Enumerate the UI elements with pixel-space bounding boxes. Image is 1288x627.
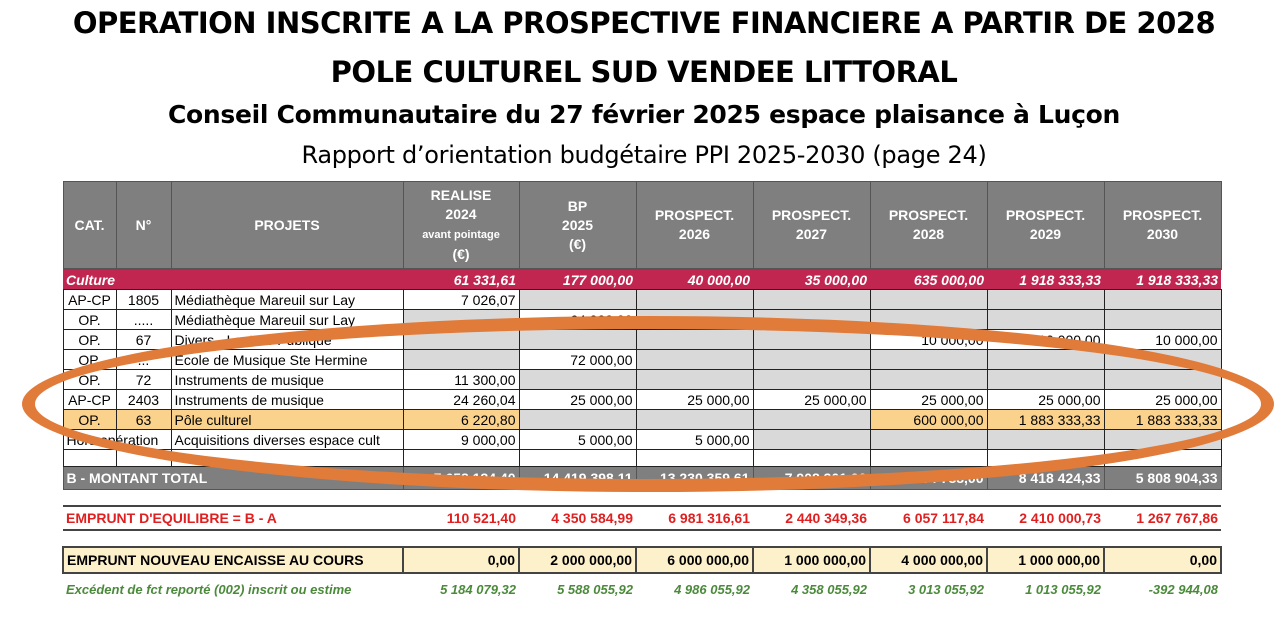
emprunt-nouveau-value: 0,00 xyxy=(403,547,519,573)
row-value xyxy=(753,350,870,370)
row-value: 25 000,00 xyxy=(1104,390,1221,410)
row-cat: OP. xyxy=(63,410,116,430)
emprunt-nouveau-value: 2 000 000,00 xyxy=(519,547,636,573)
header-realise-line3: avant pointage xyxy=(422,229,500,241)
total-value: 14 419 398,11 xyxy=(519,467,636,490)
row-value xyxy=(1104,310,1221,330)
row-value xyxy=(636,350,753,370)
row-value xyxy=(403,350,519,370)
row-value: 5 000,00 xyxy=(519,430,636,450)
row-projet: Acquisitions diverses espace cult xyxy=(171,430,403,450)
row-num: 1805 xyxy=(116,290,171,310)
row-value xyxy=(870,310,987,330)
excedent-value: 5 184 079,32 xyxy=(440,581,516,597)
emprunt-equilibre-label: EMPRUNT D'EQUILIBRE = B - A xyxy=(63,506,403,530)
row-value: 72 000,00 xyxy=(519,350,636,370)
row-projet: Médiathèque Mareuil sur Lay xyxy=(171,290,403,310)
culture-value: 61 331,61 xyxy=(403,269,519,290)
row-projet: Instruments de musique xyxy=(171,370,403,390)
row-cat: OP. xyxy=(63,370,116,390)
header-prospect-2029 xyxy=(987,182,1104,270)
row-num: 2403 xyxy=(116,390,171,410)
row-cat: Hors opération xyxy=(63,430,116,450)
emprunt-equilibre-value: 6 981 316,61 xyxy=(636,506,753,530)
row-cat: OP. xyxy=(63,350,116,370)
row-value: 10 000,00 xyxy=(870,330,987,350)
row-value xyxy=(870,290,987,310)
total-value: 11 954 788,00 xyxy=(870,467,987,490)
header-bp-line1: BP xyxy=(567,197,588,214)
header-prospect-label: PROSPECT. xyxy=(1005,207,1086,223)
row-value xyxy=(1104,370,1221,390)
culture-value: 1 918 333,33 xyxy=(987,269,1104,290)
row-value: 25 000,00 xyxy=(519,390,636,410)
row-value: 10 000,00 xyxy=(987,330,1104,350)
header-prospect-year: 2028 xyxy=(912,226,945,242)
header-prospect-2028 xyxy=(870,182,987,270)
total-value: 8 418 424,33 xyxy=(987,467,1104,490)
row-value: 24 260,04 xyxy=(403,390,519,410)
table-row xyxy=(63,430,1221,450)
header-num: N° xyxy=(116,182,171,270)
row-value: 10 000,00 xyxy=(1104,330,1221,350)
row-projet: Instruments de musique xyxy=(171,390,403,410)
row-value xyxy=(519,330,636,350)
excedent-label: Excédent de fct reporté (002) inscrit ou estime xyxy=(66,581,352,597)
header-prospect-year: 2027 xyxy=(795,226,828,242)
emprunt-nouveau-value: 6 000 000,00 xyxy=(636,547,753,573)
emprunt-equilibre-value: 2 410 000,73 xyxy=(987,506,1104,530)
excedent-value: 4 358 055,92 xyxy=(791,581,867,597)
header-bp-line2: 2025 xyxy=(561,216,594,233)
header-prospect-2026 xyxy=(636,182,753,270)
emprunt-nouveau-row xyxy=(63,547,1221,573)
row-value: 1 883 333,33 xyxy=(987,410,1104,430)
excedent-value: -392 944,08 xyxy=(1148,581,1218,597)
row-value xyxy=(636,310,753,330)
emprunt-nouveau-value: 1 000 000,00 xyxy=(987,547,1104,573)
culture-value: 35 000,00 xyxy=(753,269,870,290)
culture-label: Culture xyxy=(63,269,403,290)
header-prospect-year: 2026 xyxy=(678,226,711,242)
row-projet: Médiathèque Mareuil sur Lay xyxy=(171,310,403,330)
culture-value: 635 000,00 xyxy=(870,269,987,290)
row-value xyxy=(403,310,519,330)
row-projet: Divers - Lecture Publique xyxy=(171,330,403,350)
emprunt-equilibre-value: 2 440 349,36 xyxy=(753,506,870,530)
row-value: 600 000,00 xyxy=(870,410,987,430)
row-value xyxy=(636,370,753,390)
culture-value: 1 918 333,33 xyxy=(1104,269,1221,290)
emprunt-equilibre-row xyxy=(63,506,1221,530)
row-num: 72 xyxy=(116,370,171,390)
table-row xyxy=(63,390,1221,410)
row-value: 25 000,00 xyxy=(987,390,1104,410)
header-realise xyxy=(403,182,519,270)
row-value xyxy=(753,290,870,310)
emprunt-equilibre-value: 1 267 767,86 xyxy=(1104,506,1221,530)
header-projets: PROJETS xyxy=(171,182,403,270)
title-line-3: Conseil Communautaire du 27 février 2025 espace plaisance à Luçon xyxy=(167,100,1121,129)
row-projet: Ecole de Musique Ste Hermine xyxy=(171,350,403,370)
row-num: 63 xyxy=(116,410,171,430)
row-num: ..... xyxy=(116,310,171,330)
excedent-row xyxy=(63,573,1221,604)
row-value xyxy=(1104,350,1221,370)
header-prospect-label: PROSPECT. xyxy=(654,207,735,223)
header-prospect-year: 2030 xyxy=(1146,226,1179,242)
row-value: 25 000,00 xyxy=(870,390,987,410)
row-num: ... xyxy=(116,350,171,370)
emprunt-nouveau-value: 0,00 xyxy=(1104,547,1221,573)
row-value xyxy=(753,410,870,430)
total-value: 7 908 301,00 xyxy=(753,467,870,490)
row-projet: Pôle culturel xyxy=(171,410,403,430)
emprunt-equilibre-value: 4 350 584,99 xyxy=(519,506,636,530)
emprunt-nouveau-label: EMPRUNT NOUVEAU ENCAISSE AU COURS xyxy=(63,547,403,573)
row-value xyxy=(987,370,1104,390)
total-label: B - MONTANT TOTAL xyxy=(63,467,403,490)
ppi-table xyxy=(62,181,1222,604)
emprunt-equilibre-value: 6 057 117,84 xyxy=(870,506,987,530)
excedent-value: 3 013 055,92 xyxy=(908,581,984,597)
row-value: 25 000,00 xyxy=(753,390,870,410)
row-value xyxy=(519,290,636,310)
header-prospect-label: PROSPECT. xyxy=(771,207,852,223)
excedent-value: 5 588 055,92 xyxy=(557,581,633,597)
row-value xyxy=(519,370,636,390)
row-cat: AP-CP xyxy=(63,290,116,310)
row-value: 7 026,07 xyxy=(403,290,519,310)
row-cat: AP-CP xyxy=(63,390,116,410)
row-value xyxy=(636,410,753,430)
title-line-1: OPERATION INSCRITE A LA PROSPECTIVE FINANCIERE A PARTIR DE 2028 xyxy=(72,6,1216,40)
header-bp-line3: (€) xyxy=(568,235,587,252)
row-value: 9 000,00 xyxy=(403,430,519,450)
table-row xyxy=(63,310,1221,330)
row-cat: OP. xyxy=(63,330,116,350)
row-value xyxy=(987,430,1104,450)
excedent-value: 4 986 055,92 xyxy=(674,581,750,597)
header-prospect-label: PROSPECT. xyxy=(888,207,969,223)
header-prospect-2030 xyxy=(1104,182,1221,270)
row-value: 6 220,80 xyxy=(403,410,519,430)
row-value xyxy=(636,330,753,350)
table-row xyxy=(63,410,1221,430)
table-row xyxy=(63,290,1221,310)
row-value xyxy=(403,330,519,350)
row-value: 1 883 333,33 xyxy=(1104,410,1221,430)
row-value xyxy=(753,330,870,350)
emprunt-nouveau-value: 1 000 000,00 xyxy=(753,547,870,573)
total-value: 13 230 359,61 xyxy=(636,467,753,490)
row-value xyxy=(519,410,636,430)
row-value xyxy=(753,430,870,450)
row-value xyxy=(753,310,870,330)
table-row xyxy=(63,350,1221,370)
row-value xyxy=(987,310,1104,330)
total-value: 5 808 904,33 xyxy=(1104,467,1221,490)
row-value: 64 000,00 xyxy=(519,310,636,330)
row-cat: OP. xyxy=(63,310,116,330)
row-value xyxy=(870,430,987,450)
row-num: 67 xyxy=(116,330,171,350)
row-value: 11 300,00 xyxy=(403,370,519,390)
row-value xyxy=(987,290,1104,310)
header-realise-line2: 2024 xyxy=(445,206,477,222)
row-value xyxy=(753,370,870,390)
table-header-row xyxy=(63,182,1221,270)
header-cat: CAT. xyxy=(63,182,116,270)
title-line-2: POLE CULTUREL SUD VENDEE LITTORAL xyxy=(330,55,958,89)
culture-value: 40 000,00 xyxy=(636,269,753,290)
row-value xyxy=(1104,290,1221,310)
row-value xyxy=(636,290,753,310)
table-row xyxy=(63,370,1221,390)
header-realise-line4: (€) xyxy=(452,246,470,262)
header-prospect-year: 2029 xyxy=(1029,226,1062,242)
table-row xyxy=(63,330,1221,350)
emprunt-equilibre-value: 110 521,40 xyxy=(403,506,519,530)
header-prospect-2027 xyxy=(753,182,870,270)
row-value xyxy=(870,350,987,370)
row-value xyxy=(870,370,987,390)
title-line-4: Rapport d’orientation budgétaire PPI 2025-2030 (page 24) xyxy=(301,141,987,169)
total-row xyxy=(63,467,1221,490)
header-prospect-label: PROSPECT. xyxy=(1122,207,1203,223)
header-realise-line1: REALISE xyxy=(430,187,492,203)
row-value xyxy=(987,350,1104,370)
excedent-value: 1 013 055,92 xyxy=(1025,581,1101,597)
header-bp xyxy=(519,182,636,270)
total-value: 7 658 134,40 xyxy=(403,467,519,490)
blank-row xyxy=(63,450,1221,467)
culture-value: 177 000,00 xyxy=(519,269,636,290)
row-value: 5 000,00 xyxy=(636,430,753,450)
emprunt-nouveau-value: 4 000 000,00 xyxy=(870,547,987,573)
culture-band-row xyxy=(63,269,1221,290)
row-value: 25 000,00 xyxy=(636,390,753,410)
row-value xyxy=(1104,430,1221,450)
